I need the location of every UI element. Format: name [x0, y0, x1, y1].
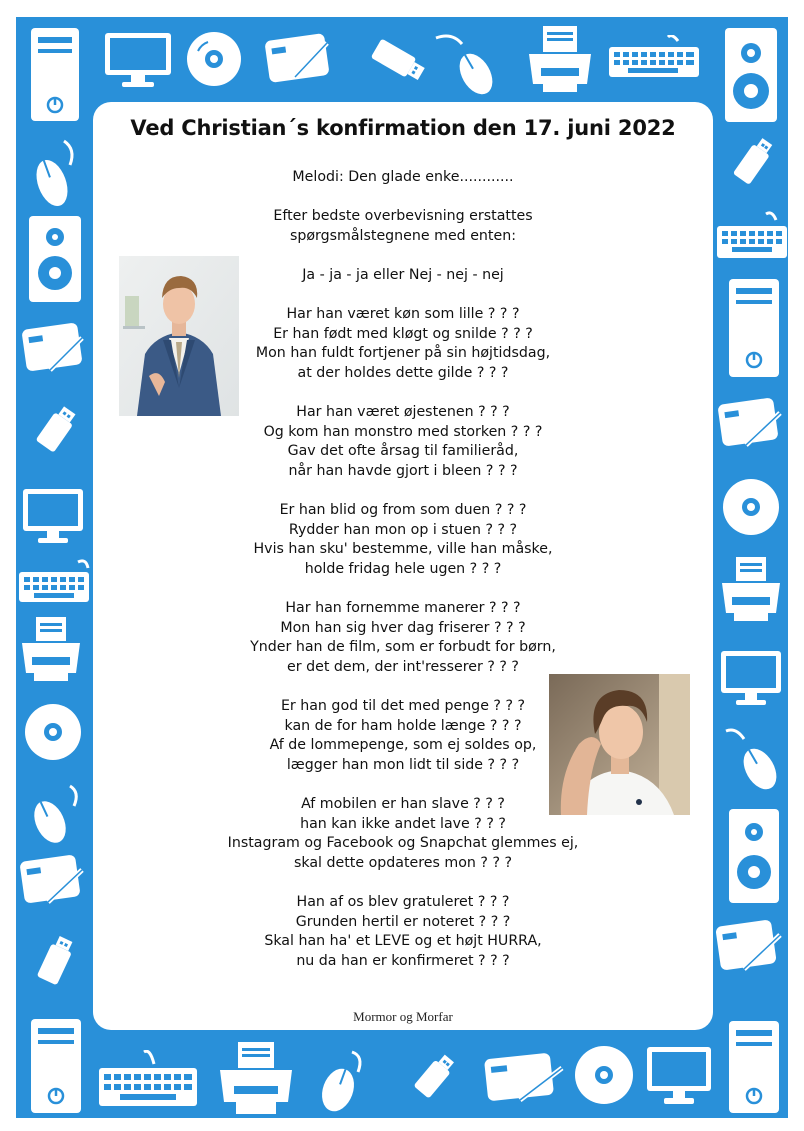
verse-line: Har han fornemme manerer ? ? ?	[285, 600, 521, 617]
verse-line: lægger han mon lidt til side ? ? ?	[286, 756, 520, 773]
verse-line: skal dette opdateres mon ? ? ?	[293, 854, 513, 871]
computer-tower-icon	[728, 1020, 780, 1114]
monitor-icon	[720, 650, 782, 708]
verse-line: Af de lommepenge, som ej soldes op,	[269, 737, 537, 754]
monitor-icon	[104, 32, 172, 88]
computer-tower-icon	[728, 278, 780, 378]
verse-line: Er han blid og from som duen ? ? ?	[279, 502, 527, 519]
monitor-icon	[22, 488, 84, 546]
verse-line: Mon han fuldt fortjener på sin højtidsdag,	[255, 345, 551, 362]
speaker-icon	[724, 27, 778, 123]
verse-line: Gav det ofte årsag til familieråd,	[287, 443, 519, 460]
printer-icon	[525, 24, 595, 94]
computer-tower-icon	[30, 1018, 82, 1114]
verse-line: Er han god til det med penge ? ? ?	[280, 698, 526, 715]
verse-line: Rydder han mon op i stuen ? ? ?	[288, 521, 518, 538]
mouse-icon	[722, 725, 784, 799]
computer-tower-icon	[30, 27, 80, 122]
verse-line: Grunden hertil er noteret ? ? ?	[295, 913, 511, 930]
verse-line: når han havde gjort i bleen ? ? ?	[288, 462, 518, 479]
melody-line: Melodi: Den glade enke............	[292, 169, 514, 185]
printer-icon	[718, 555, 784, 625]
speaker-icon	[728, 808, 780, 904]
mouse-icon	[310, 1048, 370, 1116]
verse-line: Instagram og Facebook og Snapchat glemmes ej,	[227, 835, 579, 852]
drawing-tablet-icon	[716, 915, 784, 981]
disc-icon	[574, 1045, 634, 1105]
mouse-icon	[432, 30, 502, 100]
usb-drive-icon	[408, 1045, 464, 1107]
verse-line: Har han været øjestenen ? ? ?	[296, 404, 510, 421]
drawing-tablet-icon	[265, 27, 335, 91]
verse-line: er det dem, der int'resserer ? ? ?	[287, 658, 519, 675]
page-title: Ved Christian´s konfirmation den 17. juni 2022	[130, 116, 676, 140]
usb-drive-icon	[722, 130, 784, 194]
drawing-tablet-icon	[484, 1046, 566, 1112]
verse-line: nu da han er konfirmeret ? ? ?	[296, 952, 510, 969]
verse	[93, 893, 713, 971]
verse-line: Ynder han de film, som er forbudt for børn,	[250, 639, 556, 656]
drawing-tablet-icon	[718, 393, 784, 457]
keyboard-icon	[716, 210, 788, 260]
photo-boy-in-tshirt	[549, 674, 690, 815]
keyboard-icon	[18, 558, 90, 604]
intro-line: spørgsmålstegnene med enten:	[289, 227, 516, 244]
verse-line: Af mobilen er han slave ? ? ?	[301, 796, 505, 812]
answer-line: Ja - ja - ja eller Nej - nej - nej	[302, 266, 504, 283]
speaker-icon	[28, 215, 82, 303]
printer-icon	[216, 1040, 296, 1116]
verse-line: Mon han sig hver dag friserer ? ? ?	[280, 619, 526, 636]
mouse-icon	[22, 780, 82, 850]
printer-icon	[18, 615, 84, 685]
verse-line: Har han været køn som lille ? ? ?	[286, 306, 520, 323]
photo-boy-in-suit	[119, 256, 239, 416]
verse-line: han kan ikke andet lave ? ? ?	[300, 815, 506, 832]
verse-line: at der holdes dette gilde ? ? ?	[297, 364, 509, 381]
verse	[93, 501, 713, 579]
verse-line: Er han født med kløgt og snilde ? ? ?	[273, 325, 533, 342]
drawing-tablet-icon	[22, 318, 86, 382]
usb-drive-icon	[30, 925, 82, 1001]
verse-line: Og kom han monstro med storken ? ? ?	[263, 423, 543, 440]
verse-line: Hvis han sku' bestemme, ville han måske,	[253, 541, 553, 558]
verse-line: Skal han ha' et LEVE og et højt HURRA,	[264, 933, 542, 950]
keyboard-icon	[608, 35, 700, 79]
disc-icon	[722, 478, 780, 536]
monitor-icon	[646, 1046, 712, 1108]
disc-icon	[24, 703, 82, 761]
signature: Mormor og Morfar	[353, 1009, 453, 1024]
disc-icon	[186, 31, 242, 87]
intro-line: Efter bedste overbevisning erstattes	[273, 208, 533, 225]
usb-drive-icon	[365, 35, 429, 85]
keyboard-icon	[98, 1050, 198, 1110]
verse-line: Han af os blev gratuleret ? ? ?	[296, 893, 510, 910]
usb-drive-icon	[30, 395, 82, 465]
verse-line: kan de for ham holde længe ? ? ?	[284, 717, 522, 734]
mouse-icon	[24, 135, 82, 215]
verse-line: holde fridag hele ugen ? ? ?	[304, 560, 502, 577]
verse	[93, 599, 713, 677]
drawing-tablet-icon	[20, 850, 86, 914]
